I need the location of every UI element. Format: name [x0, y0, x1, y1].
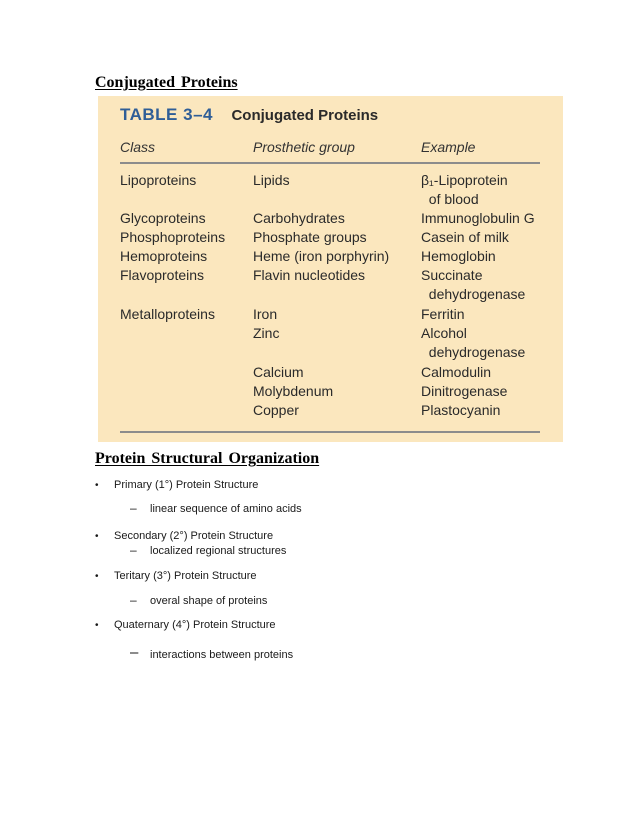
table-number: TABLE 3–4 [120, 105, 213, 124]
table-cell-prosthetic-group: Copper [253, 402, 299, 418]
sub-item-secondary: localized regional structures [150, 545, 287, 557]
bullet-icon: • [95, 620, 99, 631]
table-cell-prosthetic-group: Carbohydrates [253, 210, 345, 226]
sub-item-quaternary: interactions between proteins [150, 649, 294, 661]
table-cell-prosthetic-group: Phosphate groups [253, 229, 367, 245]
table-cell-class: Metalloproteins [120, 306, 215, 322]
list-item-tertiary: Teritary (3°) Protein Structure [114, 570, 257, 582]
table-cell-example: Immunoglobulin G [421, 210, 535, 226]
column-header-example: Example [421, 139, 476, 155]
bullet-icon: • [95, 531, 99, 542]
table-name: Conjugated Proteins [231, 107, 379, 124]
table-cell-class: Phosphoproteins [120, 229, 226, 245]
table-cell-prosthetic-group: Iron [253, 306, 278, 322]
table-cell-prosthetic-group: Flavin nucleotides [253, 267, 366, 283]
dash-icon: – [130, 593, 137, 607]
table-cell-example: β₁-Lipoprotein of blood [421, 172, 508, 208]
table-cell-class: Lipoproteins [120, 172, 197, 188]
table-cell-prosthetic-group: Heme (iron porphyrin) [253, 248, 390, 264]
table-cell-class: Glycoproteins [120, 210, 206, 226]
table-cell-example: Plastocyanin [421, 402, 501, 418]
table-cell-prosthetic-group: Calcium [253, 364, 304, 380]
table-cell-class: Hemoproteins [120, 248, 208, 264]
dash-icon: – [130, 644, 139, 661]
bullet-icon: • [95, 480, 99, 491]
table-cell-example: Alcohol dehydrogenase [421, 325, 526, 361]
list-item-secondary: Secondary (2°) Protein Structure [114, 530, 274, 542]
table-cell-class: Flavoproteins [120, 267, 205, 283]
sub-item-primary: linear sequence of amino acids [150, 503, 302, 515]
list-item-quaternary: Quaternary (4°) Protein Structure [114, 619, 276, 631]
dash-icon: – [130, 501, 137, 515]
table-cell-example: Succinate dehydrogenase [421, 267, 526, 303]
table-cell-example: Dinitrogenase [421, 383, 508, 399]
table-cell-prosthetic-group: Lipids [253, 172, 290, 188]
table-cell-prosthetic-group: Molybdenum [253, 383, 334, 399]
table-cell-example: Hemoglobin [421, 248, 496, 264]
column-header-prosthetic-group: Prosthetic group [253, 139, 355, 155]
table-cell-example: Ferritin [421, 306, 465, 322]
table-cell-prosthetic-group: Zinc [253, 325, 280, 341]
section-title-conjugated-proteins: Conjugated Proteins [95, 74, 238, 91]
list-item-primary: Primary (1°) Protein Structure [114, 479, 259, 491]
table-cell-example: Casein of milk [421, 229, 509, 245]
sub-item-tertiary: overal shape of proteins [150, 595, 268, 607]
table-cell-example: Calmodulin [421, 364, 492, 380]
section-title-protein-structural-organization: Protein Structural Organization [95, 450, 320, 467]
dash-icon: – [130, 543, 137, 557]
column-header-class: Class [120, 139, 156, 155]
bullet-icon: • [95, 571, 99, 582]
